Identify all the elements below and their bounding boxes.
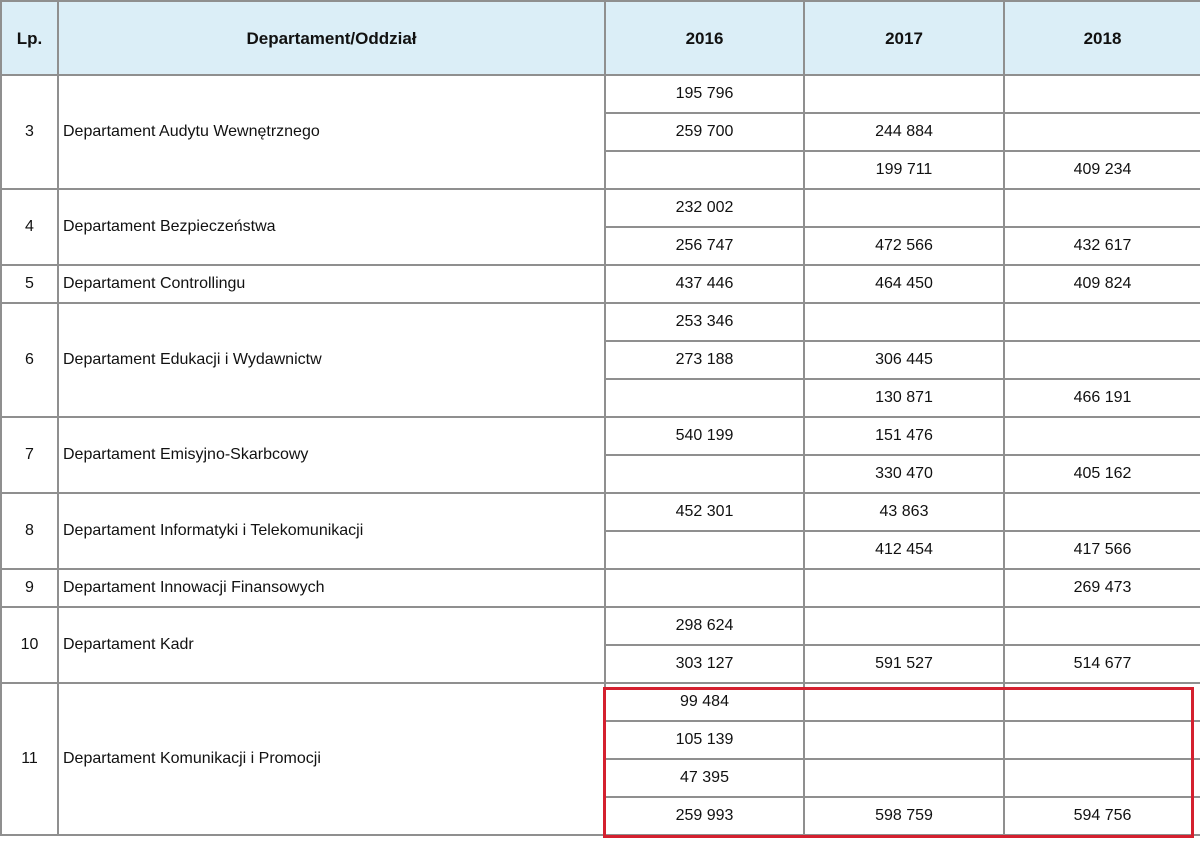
value-cell-2016: 452 301 — [605, 493, 804, 531]
row-number: 10 — [1, 607, 58, 683]
table-header — [1, 1, 1200, 75]
department-name: Departament Innowacji Finansowych — [58, 569, 605, 607]
value-cell-2018 — [1004, 607, 1200, 645]
value-cell-2017 — [804, 683, 1004, 721]
header-year-2018: 2018 — [1004, 1, 1200, 75]
value-cell-2018 — [1004, 721, 1200, 759]
value-cell-2016: 99 484 — [605, 683, 804, 721]
value-cell-2017 — [804, 303, 1004, 341]
value-cell-2018 — [1004, 341, 1200, 379]
value-cell-2018: 466 191 — [1004, 379, 1200, 417]
value-cell-2018: 409 234 — [1004, 151, 1200, 189]
value-cell-2017: 591 527 — [804, 645, 1004, 683]
department-name: Departament Controllingu — [58, 265, 605, 303]
value-cell-2017 — [804, 75, 1004, 113]
value-cell-2016: 303 127 — [605, 645, 804, 683]
table-row — [1, 607, 1200, 645]
value-cell-2016: 105 139 — [605, 721, 804, 759]
value-cell-2016 — [605, 379, 804, 417]
table-row — [1, 265, 1200, 303]
value-cell-2016: 437 446 — [605, 265, 804, 303]
value-cell-2018: 269 473 — [1004, 569, 1200, 607]
table-row — [1, 417, 1200, 455]
row-number: 11 — [1, 683, 58, 835]
value-cell-2016: 195 796 — [605, 75, 804, 113]
value-cell-2018 — [1004, 75, 1200, 113]
row-number: 4 — [1, 189, 58, 265]
value-cell-2017: 244 884 — [804, 113, 1004, 151]
department-name: Departament Komunikacji i Promocji — [58, 683, 605, 835]
value-cell-2018: 594 756 — [1004, 797, 1200, 835]
row-number: 9 — [1, 569, 58, 607]
table-row — [1, 569, 1200, 607]
value-cell-2017 — [804, 189, 1004, 227]
value-cell-2017 — [804, 721, 1004, 759]
value-cell-2018 — [1004, 303, 1200, 341]
value-cell-2017: 464 450 — [804, 265, 1004, 303]
value-cell-2017: 130 871 — [804, 379, 1004, 417]
department-name: Departament Kadr — [58, 607, 605, 683]
value-cell-2016: 259 700 — [605, 113, 804, 151]
value-cell-2018 — [1004, 417, 1200, 455]
value-cell-2017: 151 476 — [804, 417, 1004, 455]
value-cell-2017: 412 454 — [804, 531, 1004, 569]
value-cell-2018 — [1004, 493, 1200, 531]
value-cell-2018: 405 162 — [1004, 455, 1200, 493]
value-cell-2017: 306 445 — [804, 341, 1004, 379]
table-row — [1, 189, 1200, 227]
department-name: Departament Bezpieczeństwa — [58, 189, 605, 265]
value-cell-2017: 472 566 — [804, 227, 1004, 265]
header-lp: Lp. — [1, 1, 58, 75]
value-cell-2018 — [1004, 759, 1200, 797]
value-cell-2017 — [804, 759, 1004, 797]
value-cell-2017: 330 470 — [804, 455, 1004, 493]
department-name: Departament Edukacji i Wydawnictw — [58, 303, 605, 417]
header-year-2017: 2017 — [804, 1, 1004, 75]
value-cell-2018 — [1004, 189, 1200, 227]
department-name: Departament Emisyjno-Skarbcowy — [58, 417, 605, 493]
department-name: Departament Informatyki i Telekomunikacji — [58, 493, 605, 569]
value-cell-2016 — [605, 455, 804, 493]
value-cell-2018: 417 566 — [1004, 531, 1200, 569]
row-number: 8 — [1, 493, 58, 569]
value-cell-2016: 273 188 — [605, 341, 804, 379]
value-cell-2018 — [1004, 683, 1200, 721]
value-cell-2016: 253 346 — [605, 303, 804, 341]
row-number: 5 — [1, 265, 58, 303]
row-number: 6 — [1, 303, 58, 417]
value-cell-2016: 47 395 — [605, 759, 804, 797]
table-row — [1, 75, 1200, 113]
value-cell-2016: 256 747 — [605, 227, 804, 265]
row-number: 3 — [1, 75, 58, 189]
department-name: Departament Audytu Wewnętrznego — [58, 75, 605, 189]
value-cell-2017 — [804, 607, 1004, 645]
table-row — [1, 303, 1200, 341]
value-cell-2016: 259 993 — [605, 797, 804, 835]
value-cell-2017: 598 759 — [804, 797, 1004, 835]
value-cell-2018 — [1004, 113, 1200, 151]
value-cell-2017: 199 711 — [804, 151, 1004, 189]
row-number: 7 — [1, 417, 58, 493]
header-row — [1, 1, 1200, 75]
value-cell-2016 — [605, 531, 804, 569]
value-cell-2016 — [605, 151, 804, 189]
value-cell-2017: 43 863 — [804, 493, 1004, 531]
value-cell-2018: 432 617 — [1004, 227, 1200, 265]
value-cell-2016 — [605, 569, 804, 607]
table-row — [1, 493, 1200, 531]
table-row — [1, 683, 1200, 721]
value-cell-2017 — [804, 569, 1004, 607]
value-cell-2016: 540 199 — [605, 417, 804, 455]
value-cell-2016: 298 624 — [605, 607, 804, 645]
table-body — [1, 75, 1200, 835]
value-cell-2018: 514 677 — [1004, 645, 1200, 683]
header-department: Departament/Oddział — [58, 1, 605, 75]
value-cell-2016: 232 002 — [605, 189, 804, 227]
value-cell-2018: 409 824 — [1004, 265, 1200, 303]
header-year-2016: 2016 — [605, 1, 804, 75]
